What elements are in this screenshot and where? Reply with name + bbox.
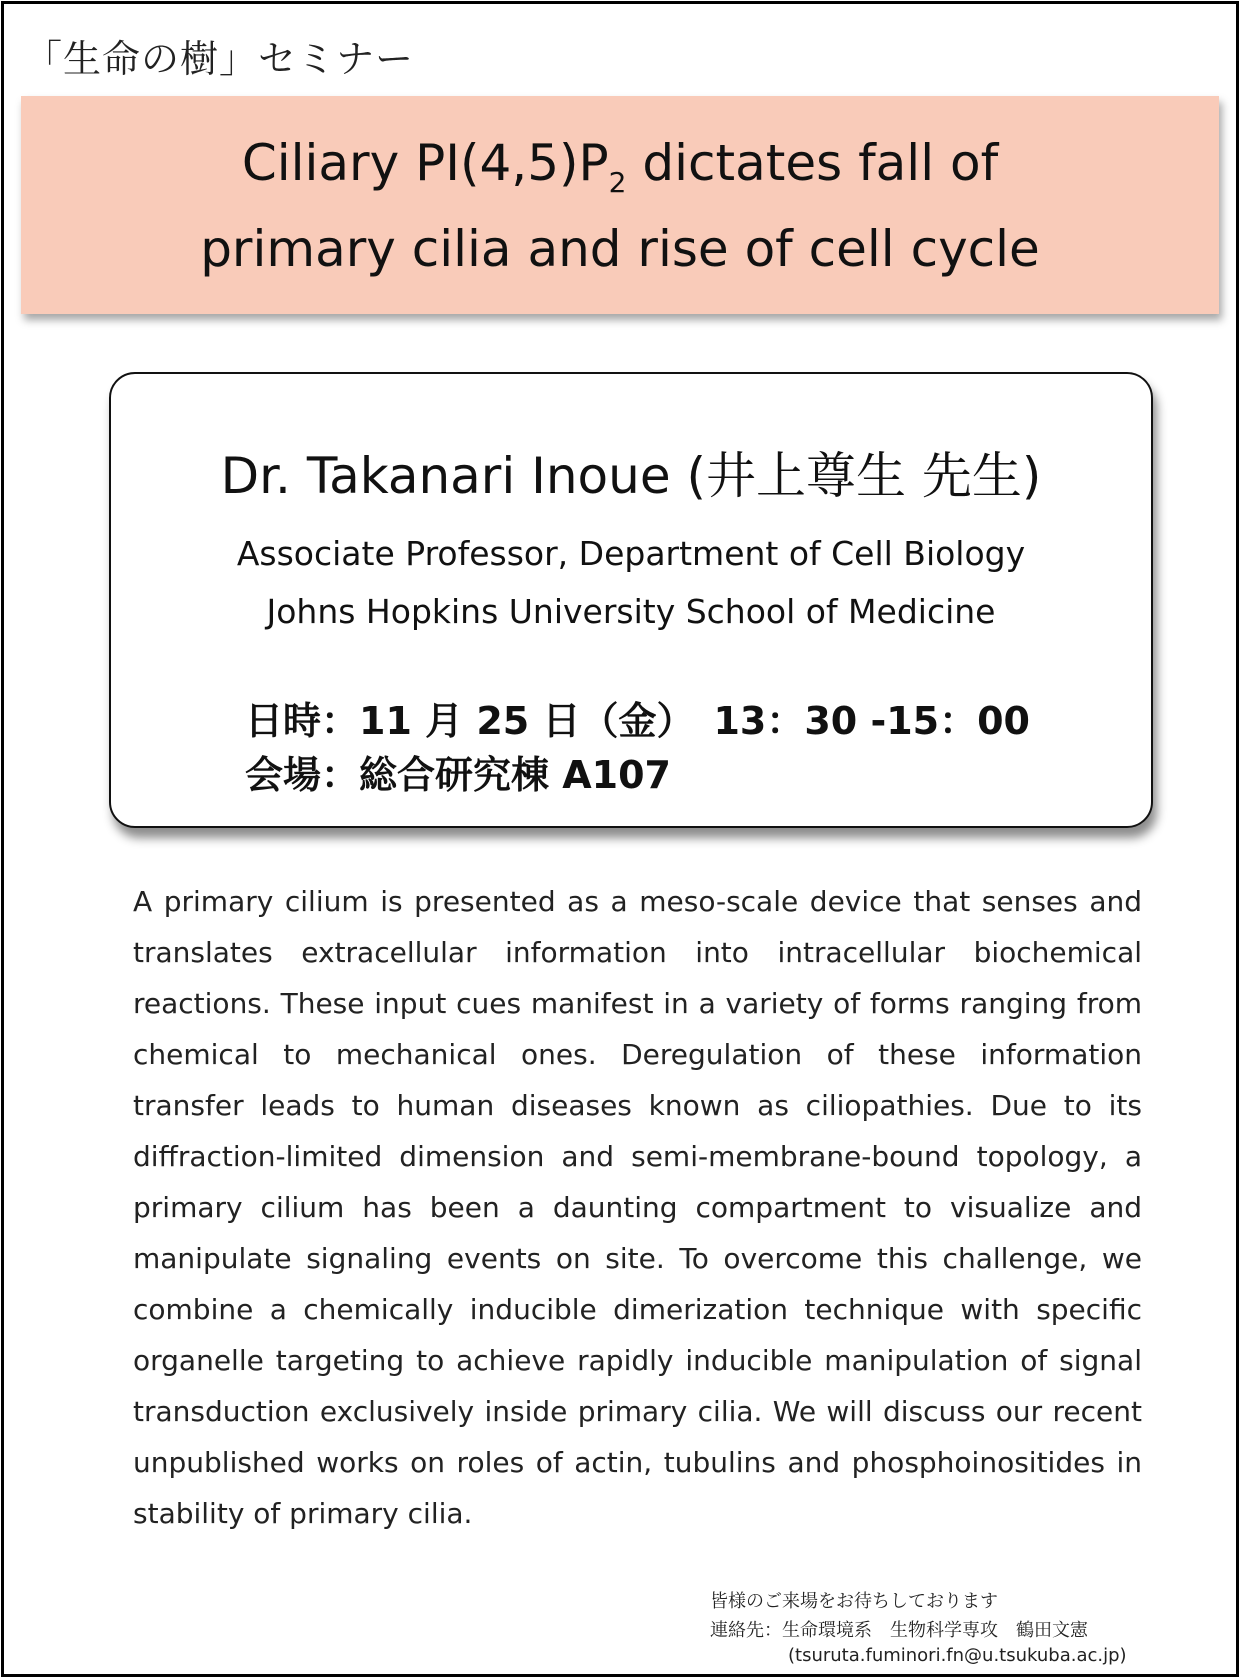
footer-contact: 連絡先：生命環境系 生物科学専攻 鶴田文憲 [710,1620,1088,1641]
talk-title-line-2: primary cilia and rise of cell cycle [200,220,1040,278]
speaker-position: Associate Professor, Department of Cell Biology [236,534,1026,573]
event-datetime: 日時：11 月 25 日（金） 13：30 -15：00 [245,699,1030,743]
talk-title-part-1: Ciliary PI(4,5)P [241,134,609,192]
talk-title-subscript: 2 [608,166,627,199]
talk-title-part-2: dictates fall of [626,134,999,192]
talk-title-line-1 [21,134,1219,199]
footer-email: (tsuruta.fuminori.fn@u.tsukuba.ac.jp) [788,1645,1127,1666]
speaker-info-box [109,372,1153,828]
seminar-series-title: 「生命の樹」セミナー [24,37,415,81]
event-venue: 会場：総合研究棟 A107 [245,753,671,797]
talk-title-banner [21,96,1219,314]
footer-invitation: 皆様のご来場をお待ちしております [710,1591,998,1612]
speaker-name: Dr. Takanari Inoue (井上尊生 先生) [220,447,1042,505]
abstract-text: A primary cilium is presented as a meso-scale device that senses and translates extracellular information into intracellular biochemical reactions. These input cues manifest in a variety of forms ranging from chemical to mechanical ones. Deregulation of these information transfer leads to human diseases known as ciliopathies. Due to its diffraction-limited dimension and semi-membrane-bound topology, a primary cilium has been a daunting compartment to visualize and manipulate signaling events on site. To overcome this challenge, we combine a chemically inducible dimerization technique with specific organelle targeting to achieve rapidly inducible manipulation of signal transduction exclusively inside primary cilia. We will discuss our recent unpublished works on roles of actin, tubulins and phosphoinositides in stability of primary cilia. [133,885,1142,1530]
speaker-institution: Johns Hopkins University School of Medicine [266,592,996,631]
